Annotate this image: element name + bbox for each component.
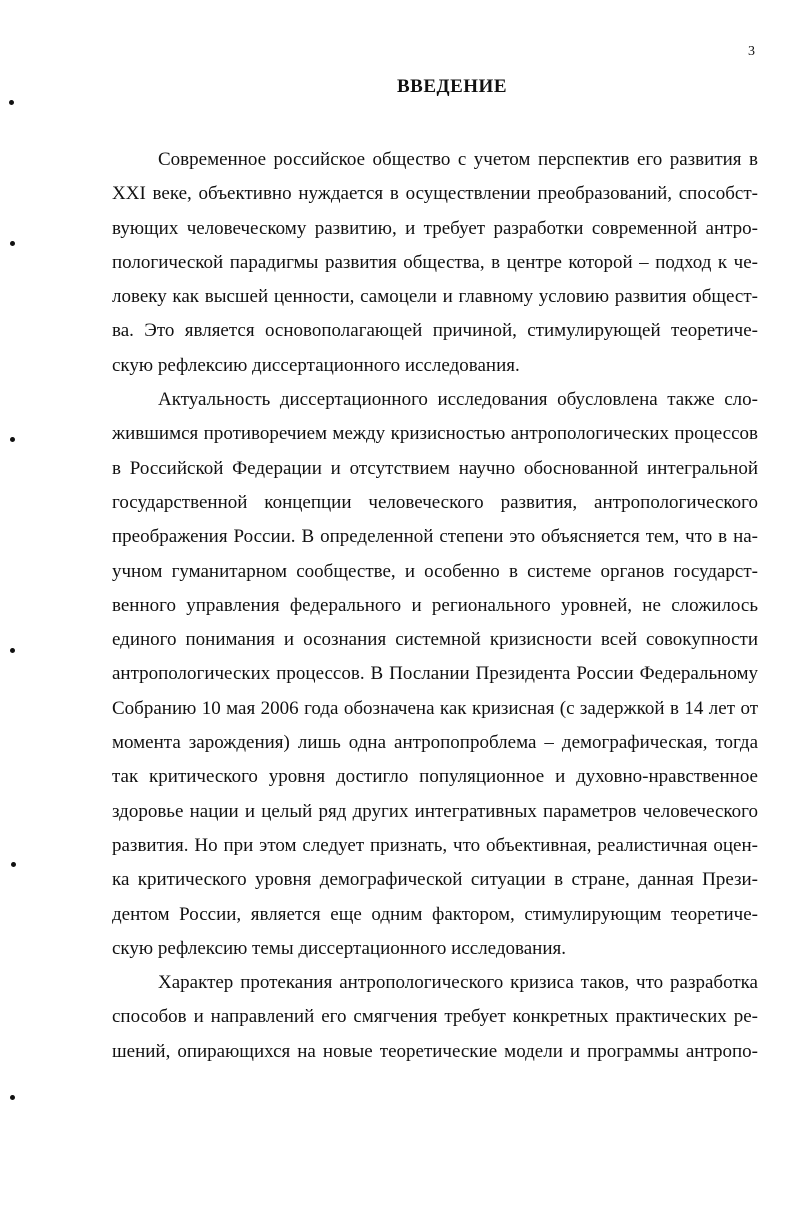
text-line: Современное российское общество с учетом перспектив его развития в — [158, 149, 758, 170]
text-line: Собранию 10 мая 2006 года обозначена как кризисная (с задержкой в 14 лет от — [112, 697, 758, 719]
binding-hole-mark — [9, 100, 14, 105]
text-line: ловеку как высшей ценности, самоцели и главному условию развития общест- — [112, 286, 758, 308]
text-line: преображения России. В определенной степени это объясняется тем, что в на- — [112, 526, 758, 548]
paragraph — [112, 966, 758, 1069]
text-line: в Российской Федерации и отсутствием научно обоснованной интегральной — [112, 457, 758, 479]
text-line: венного управления федерального и регионального уровней, не сложилось — [112, 594, 758, 616]
text-line: Актуальность диссертационного исследования обусловлена также сло- — [158, 389, 758, 411]
binding-hole-mark — [10, 1095, 15, 1100]
section-heading: ВВЕДЕНИЕ — [397, 76, 507, 97]
binding-hole-mark — [10, 648, 15, 653]
text-line: дентом России, является еще одним фактором, стимулирующим теоретиче- — [112, 903, 758, 925]
text-line: пологической парадигмы развития общества, в центре которой – подход к че- — [112, 251, 758, 273]
text-line: ва. Это является основополагающей причиной, стимулирующей теоретиче- — [112, 320, 758, 342]
text-line: развития. Но при этом следует признать, что объективная, реалистичная оцен- — [112, 834, 758, 856]
text-line: жившимся противоречием между кризисностью антропологических процессов — [112, 423, 758, 445]
text-line: государственной концепции человеческого развития, антропологического — [112, 491, 758, 513]
binding-hole-mark — [11, 862, 16, 867]
text-line: ка критического уровня демографической ситуации в стране, данная Прези- — [112, 869, 758, 891]
text-line: Характер протекания антропологического кризиса таков, что разработка — [158, 972, 758, 994]
binding-hole-mark — [10, 437, 15, 442]
text-line: вующих человеческому развитию, и требует разработки современной антро- — [112, 217, 758, 239]
text-line: скую рефлексию темы диссертационного исследования. — [112, 937, 567, 959]
text-line: XXI веке, объективно нуждается в осуществлении преобразований, способст- — [112, 183, 758, 205]
text-line: единого понимания и осознания системной кризисности всей совокупности — [112, 629, 758, 651]
text-line: момента зарождения) лишь одна антропопроблема – демографическая, тогда — [112, 732, 758, 754]
text-line: здоровье нации и целый ряд других интегративных параметров человеческого — [112, 800, 758, 822]
text-line: антропологических процессов. В Послании Президента России Федеральному — [112, 663, 758, 685]
paragraph — [112, 383, 758, 966]
page-number: 3 — [748, 44, 755, 59]
text-line: способов и направлений его смягчения требует конкретных практических ре- — [112, 1006, 758, 1028]
paragraph — [112, 143, 758, 383]
text-line: шений, опирающихся на новые теоретические модели и программы антропо- — [112, 1040, 758, 1062]
text-line: так критического уровня достигло популяционное и духовно-нравственное — [112, 766, 758, 788]
text-line: учном гуманитарном сообществе, и особенно в системе органов государст- — [112, 560, 758, 582]
text-line: скую рефлексию диссертационного исследования. — [112, 354, 520, 376]
binding-hole-mark — [10, 241, 15, 246]
body-text — [112, 143, 758, 1069]
